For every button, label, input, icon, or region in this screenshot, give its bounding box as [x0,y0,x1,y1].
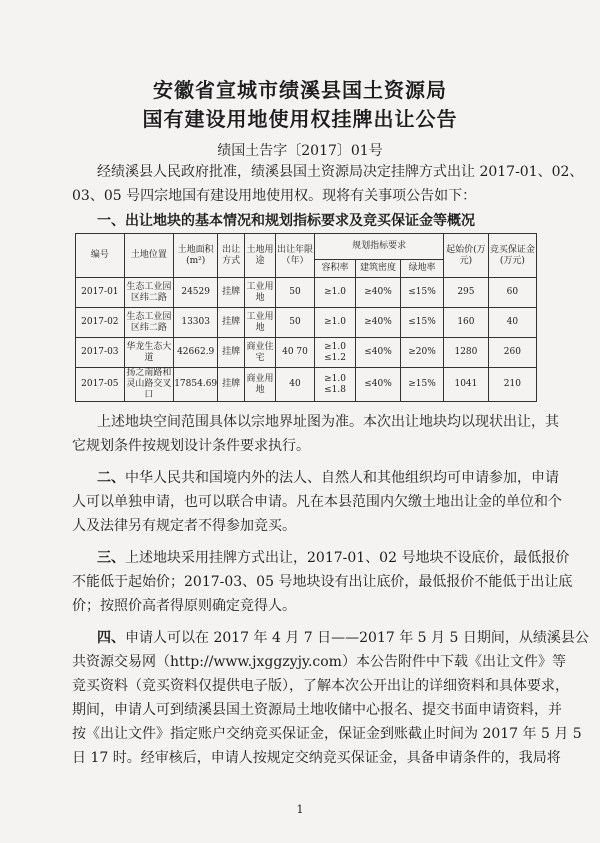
header-term: 出让年限（年） [275,234,314,278]
cell-method: 挂牌 [218,308,245,338]
cell-method: 挂牌 [218,278,245,308]
cell-far: ≥1.0 [315,308,356,338]
para-3-line-3: 价；按照价高者得原则确定竞得人。 [72,598,296,614]
para-4-line-3: 竞买资料（竞买资料仅提供电子版），了解本次公开出让的详细资料和具体要求， [72,678,569,694]
cell-method: 挂牌 [218,338,245,368]
cell-number: 2017-05 [76,368,125,402]
header-use: 土地用途 [245,234,276,278]
table-row [76,368,537,402]
cell-term: 40 [275,368,314,402]
cell-density: ≤40% [356,338,401,368]
cell-area: 17854.69 [174,368,218,402]
para-4-line-6: 日 17 时。经审核后，申请人按规定交纳竞买保证金，具备申请条件的，我局将 [72,750,561,766]
cell-density: ≥40% [356,308,401,338]
page-number: 1 [296,803,304,816]
para-4-lead: 四、 [97,630,125,646]
header-deposit: 竞买保证金(万元) [488,234,536,278]
intro-line-1: 经绩溪县人民政府批准，绩溪县国土资源局决定挂牌方式出让 2017-01、02、 [97,164,584,180]
cell-use: 商业用地 [245,368,276,402]
header-area: 土地面积(m²) [174,234,218,278]
cell-number: 2017-01 [76,278,125,308]
table-row [76,338,537,368]
cell-number: 2017-03 [76,338,125,368]
cell-term: 50 [275,308,314,338]
para-2-lead: 二、 [97,470,125,486]
cell-deposit: 60 [488,278,536,308]
para-2-text: 中华人民共和国境内外的法人、自然人和其他组织均可申请参加，申请 [125,470,559,486]
cell-far: ≥1.0 [315,278,356,308]
para-4-text: 申请人可以在 2017 年 4 月 7 日——2017 年 5 月 5 日期间，从绩溪县公 [125,630,589,646]
para-2-line-3: 人及法律另有规定者不得参加竞买。 [72,518,296,534]
para-4-line-1 [97,626,589,650]
cell-far: ≥1.0 ≤1.8 [315,368,356,402]
header-planning: 规划指标要求 [315,234,444,260]
cell-green: ≤15% [400,278,443,308]
cell-far: ≥1.0 ≤1.2 [315,338,356,368]
para-3-lead: 三、 [97,550,125,566]
intro-line-2: 03、05 号四宗地国有建设用地使用权。现将有关事项公告如下： [72,188,477,204]
cell-location: 华龙生态大道 [124,338,174,368]
boundary-line-1: 上述地块空间范围具体以宗地界址图为准。本次出让地块均以现状出让，其 [97,414,559,430]
cell-term: 50 [275,278,314,308]
cell-use: 商业住宅 [245,338,276,368]
header-method: 出让方式 [218,234,245,278]
header-start-price: 起始价(万元) [444,234,489,278]
cell-use: 工业用地 [245,278,276,308]
cell-green: ≥20% [400,338,443,368]
para-4-line-5: 按《出让文件》指定账户交纳竞买保证金，保证金到账截止时间为 2017 年 5 月 5 [72,726,582,742]
cell-location: 生态工业园区纬二路 [124,278,174,308]
cell-green: ≥15% [400,368,443,402]
table-row [76,308,537,338]
cell-location: 扬之南路和灵山路交叉口 [124,368,174,402]
section-1-heading: 一、出让地块的基本情况和规划指标要求及竞买保证金等概况 [97,213,475,229]
cell-use: 工业用地 [245,308,276,338]
cell-start-price: 1280 [444,338,489,368]
cell-method: 挂牌 [218,368,245,402]
para-4-line-2: 共资源交易网（http://www.jxggzyjy.com）本公告附件中下载《出让文件》等 [72,654,566,670]
cell-start-price: 1041 [444,368,489,402]
header-number: 编号 [76,234,125,278]
cell-deposit: 210 [488,368,536,402]
cell-number: 2017-02 [76,308,125,338]
cell-area: 42662.9 [174,338,218,368]
para-3-line-1 [97,546,569,570]
document-number: 绩国土告字〔2017〕01号 [217,143,383,159]
boundary-line-2: 它规划条件按规划设计条件要求执行。 [72,438,310,454]
cell-start-price: 160 [444,308,489,338]
para-2-line-2: 人可以单独申请，也可以联合申请。凡在本县范围内欠缴土地出让金的单位和个 [72,494,562,510]
para-3-line-2: 不能低于起始价；2017-03、05 号地块设有出让底价，最低报价不能低于出让底 [72,574,573,590]
cell-deposit: 260 [488,338,536,368]
cell-start-price: 295 [444,278,489,308]
header-location: 土地位置 [124,234,174,278]
cell-term: 40 70 [275,338,314,368]
cell-green: ≤15% [400,308,443,338]
cell-area: 13303 [174,308,218,338]
cell-deposit: 40 [488,308,536,338]
para-2-line-1 [97,466,559,490]
land-parcel-table [75,233,537,402]
header-density: 建筑密度 [356,260,401,278]
para-4-line-4: 期间，申请人可到绩溪县国土资源局土地收储中心报名、提交书面申请资料，并 [72,702,562,718]
table-row [76,278,537,308]
cell-location: 生态工业园区纬二路 [124,308,174,338]
table-header-row [76,234,537,260]
cell-density: ≥40% [356,278,401,308]
header-green: 绿地率 [400,260,443,278]
cell-area: 24529 [174,278,218,308]
header-far: 容积率 [315,260,356,278]
cell-density: ≤40% [356,368,401,402]
para-3-text: 上述地块采用挂牌方式出让，2017-01、02 号地块不设底价，最低报价 [125,550,570,566]
title-line-1: 安徽省宣城市绩溪县国土资源局 [153,78,447,102]
title-line-2: 国有建设用地使用权挂牌出让公告 [142,107,458,131]
